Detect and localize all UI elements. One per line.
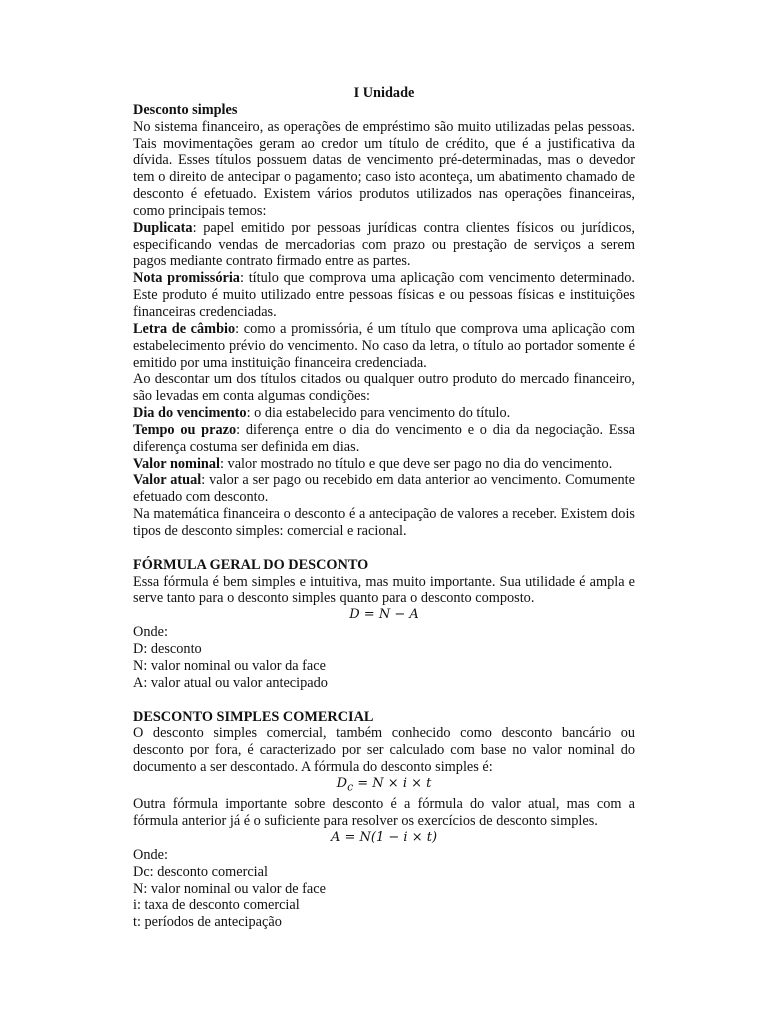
term-nota-promissoria [133, 270, 635, 321]
term-text: : papel emitido por pessoas jurídicas contra clientes físicos ou jurídicos, especificando vendas de mercadorias com prazo ou prestação de serviços a serem pagos mediante contrato firmado entre as partes. [133, 219, 635, 270]
paragraph-formula-intro: Essa fórmula é bem simples e intuitiva, mas muito importante. Sua utilidade é ampla e serve tanto para o desconto simples quanto para o desconto composto. [133, 573, 635, 607]
term-label: Dia do vencimento [133, 405, 247, 422]
condition-tempo-ou-prazo [133, 422, 635, 456]
term-label: Tempo ou prazo [133, 421, 237, 438]
formula-commercial-discount [133, 776, 635, 796]
definition-item: A: valor atual ou valor antecipado [133, 674, 328, 691]
term-label: Valor atual [133, 472, 202, 489]
term-label: Duplicata [133, 219, 193, 236]
paragraph-closing: Na matemática financeira o desconto é a antecipação de valores a receber. Existem dois tipos de desconto simples: comercial e racional. [133, 506, 635, 539]
condition-dia-do-vencimento [133, 405, 635, 422]
section-spacer [133, 540, 635, 557]
paragraph-comercial-intro: O desconto simples comercial, também conhecido como desconto bancário ou desconto por fora, é caracterizado por ser calculado com base no valor nominal do documento a ser descontado. A fórmula do desconto simples é: [133, 725, 635, 776]
where-label: Onde: [133, 624, 168, 641]
formula-current-value: A = N(1 − i × t) [330, 830, 438, 846]
definition-item: N: valor nominal ou valor de face [133, 880, 326, 897]
formula-subscript: c [347, 780, 354, 794]
formula-rest: = N × i × t [353, 775, 432, 791]
term-letra-de-cambio [133, 321, 635, 372]
condition-valor-atual [133, 472, 635, 506]
definition-item: D: desconto [133, 641, 202, 657]
term-text: : valor a ser pago ou recebido em data anterior ao vencimento. Comumente efetuado com desconto. [133, 472, 635, 506]
term-text: : título que comprova uma aplicação com vencimento determinado. Este produto é muito utilizado entre pessoas físicas e ou pessoas físicas e instituições financeiras credenciadas. [133, 270, 635, 320]
section-heading-formula-geral: FÓRMULA GERAL DO DESCONTO [133, 556, 369, 573]
section-heading-desconto-simples: Desconto simples [133, 101, 238, 118]
term-label: Nota promissória [133, 270, 240, 287]
definition-item: i: taxa de desconto comercial [133, 897, 300, 914]
definition-item: Dc: desconto comercial [133, 863, 268, 880]
term-text: : diferença entre o dia do vencimento e o dia da negociação. Essa diferença costuma ser definida em dias. [133, 421, 635, 455]
definition-item: N: valor nominal ou valor da face [133, 657, 326, 674]
term-label: Valor nominal [133, 455, 220, 472]
condition-valor-nominal [133, 456, 635, 473]
term-label: Letra de câmbio [133, 320, 236, 337]
document-body [133, 85, 635, 931]
term-text: : como a promissória, é um título que comprova uma aplicação com estabelecimento prévio do vencimento. No caso da letra, o título ao portador somente é emitido por uma instituição financeira credenciada. [133, 320, 635, 371]
paragraph-conditions-intro: Ao descontar um dos títulos citados ou qualquer outro produto do mercado financeiro, são levadas em conta algumas condições: [133, 371, 635, 405]
section-spacer [133, 692, 635, 709]
section-heading-desconto-simples-comercial: DESCONTO SIMPLES COMERCIAL [133, 708, 374, 725]
definition-item: t: períodos de antecipação [133, 914, 282, 931]
unit-title: I Unidade [353, 85, 415, 101]
term-text: : valor mostrado no título e que deve ser pago no dia do vencimento. [220, 455, 613, 472]
term-text: : o dia estabelecido para vencimento do título. [246, 405, 511, 422]
paragraph-intro: No sistema financeiro, as operações de empréstimo são muito utilizadas pelas pessoas. Tais movimentações geram ao credor um título de crédito, que é a justificativa da dívida. Esses títulos possuem datas de vencimento pré-determinadas, mas o devedor tem o direito de antecipar o pagamento; caso isto aconteça, um abatimento chamado de desconto é efetuado. Existem vários produtos utilizados nas operações financeiras, como principais temos: [133, 118, 635, 219]
where-label: Onde: [133, 846, 168, 863]
paragraph-valor-atual: Outra fórmula importante sobre desconto é a fórmula do valor atual, mas com a fórmula anterior já é o suficiente para resolver os exercícios de desconto simples. [133, 796, 635, 830]
term-duplicata [133, 220, 635, 271]
formula-symbol: D [336, 775, 348, 791]
formula-general-discount: D = N − A [349, 607, 419, 623]
